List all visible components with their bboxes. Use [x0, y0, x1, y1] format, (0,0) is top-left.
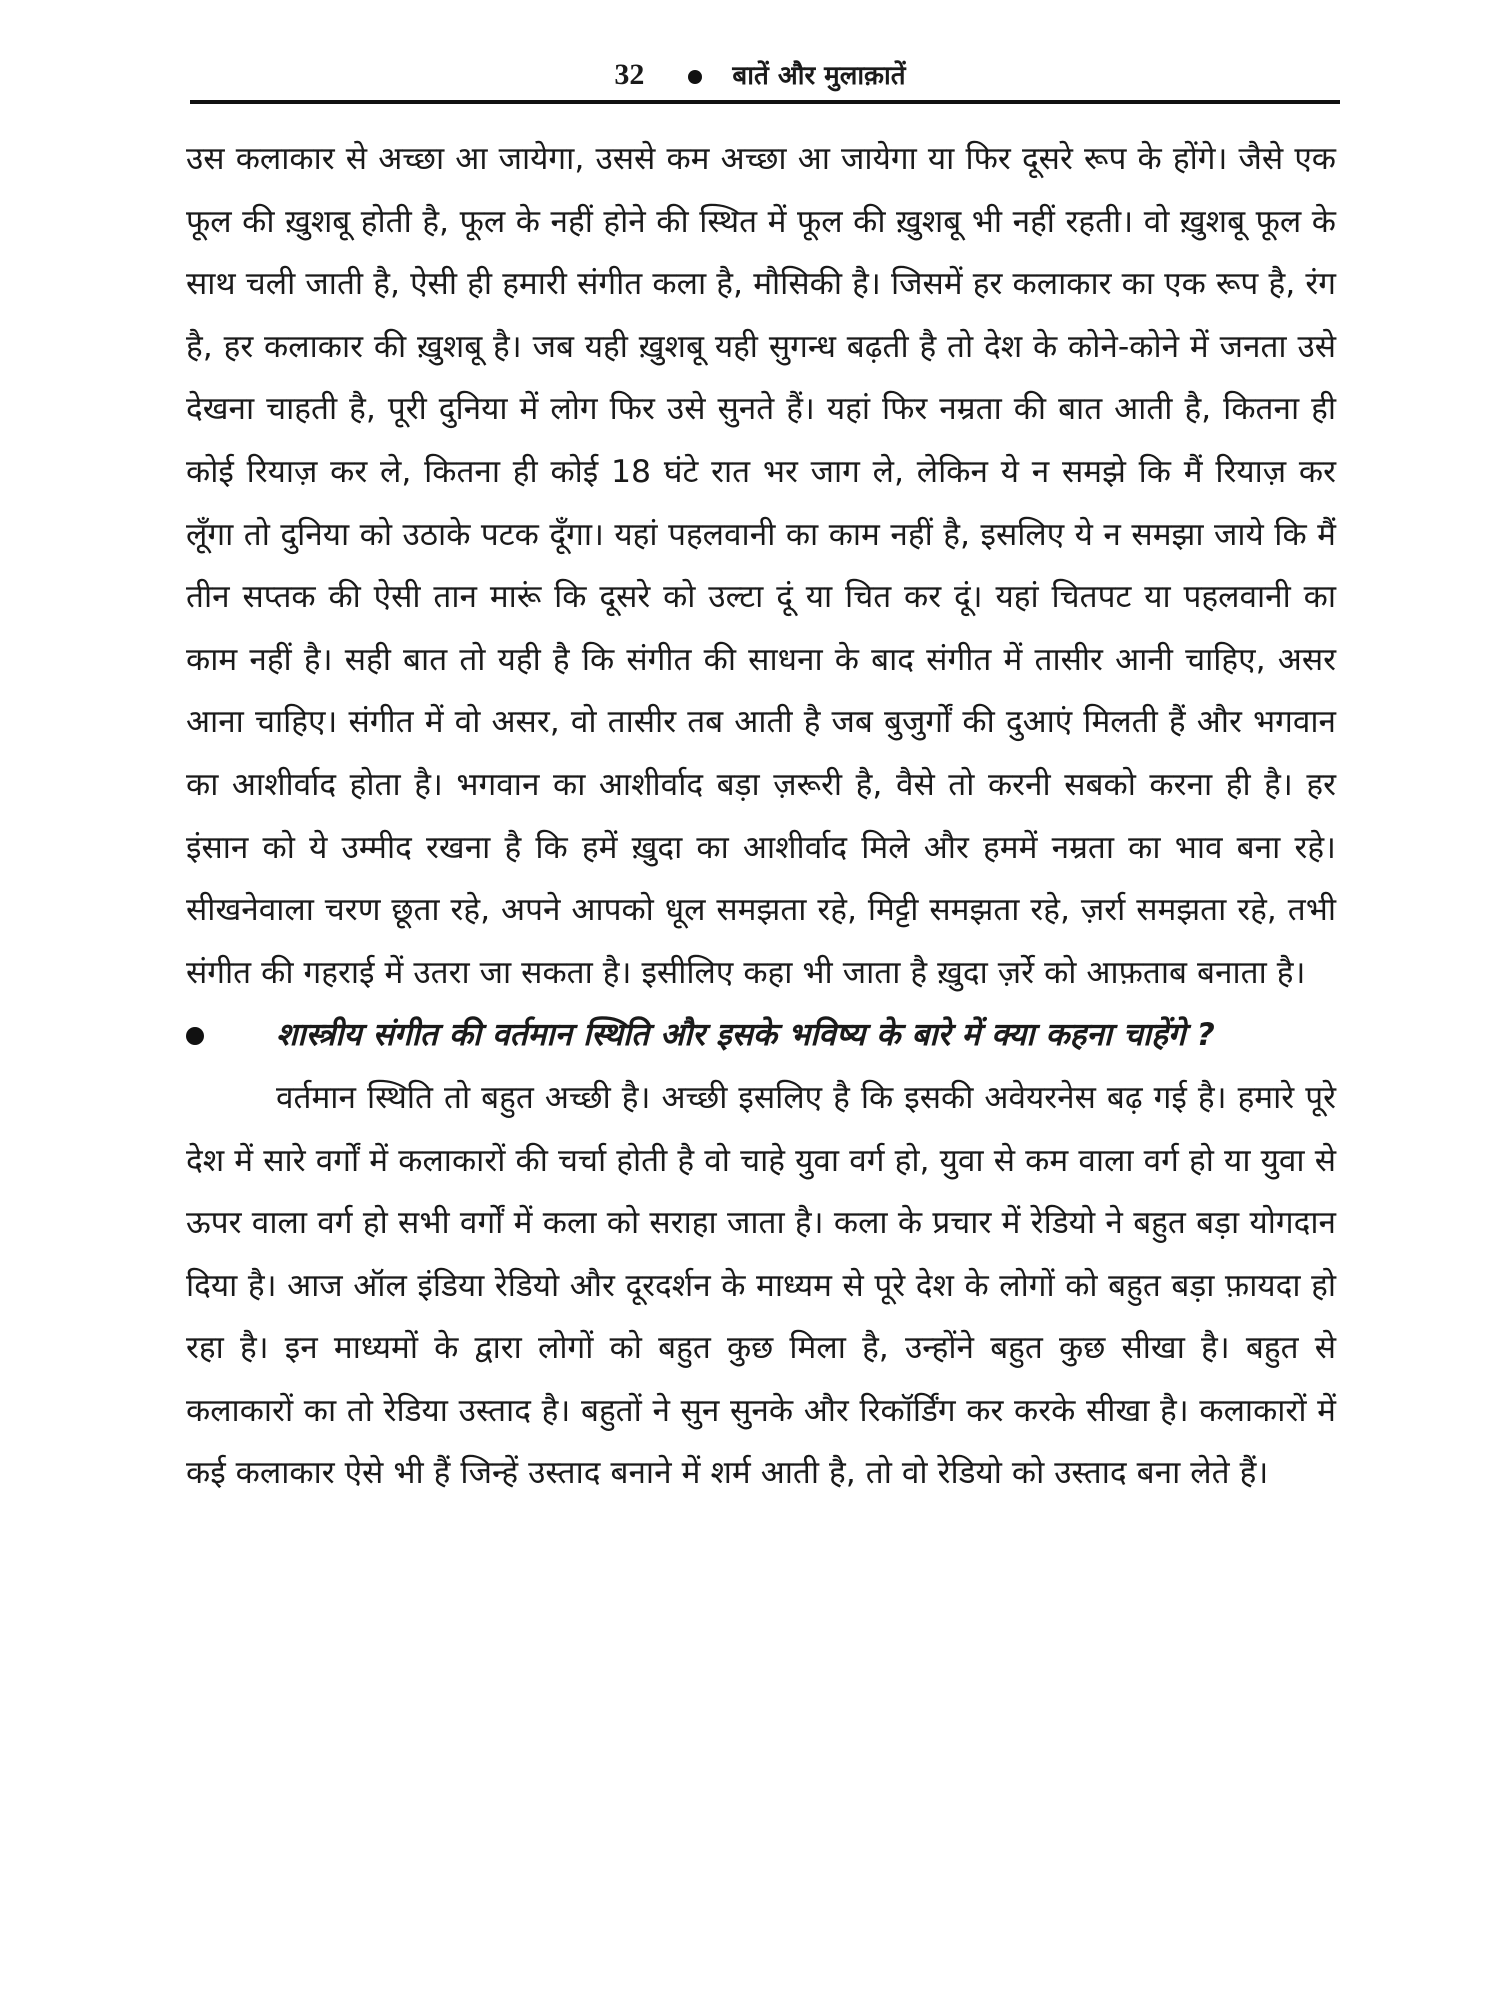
question [186, 1004, 1336, 1067]
question-bullet-icon [186, 1027, 204, 1045]
body-text [186, 128, 1336, 1505]
header-divider [190, 100, 1340, 104]
question-text: शास्त्रीय संगीत की वर्तमान स्थिति और इसके भविष्य के बारे में क्या कहना चाहेंगे ? [276, 1017, 1215, 1054]
book-title: बातें और मुलाक़ातें [732, 61, 906, 91]
page-number: 32 [614, 58, 645, 91]
paragraph-1: उस कलाकार से अच्छा आ जायेगा, उससे कम अच्छा आ जायेगा या फिर दूसरे रूप के होंगे। जैसे एक फूल की ख़ुशबू होती है, फूल के नहीं होने की स्थित में फूल की ख़ुशबू भी नहीं रहती। वो ख़ुशबू फूल के साथ चली जाती है, ऐसी ही हमारी संगीत कला है, मौसिकी है। जिसमें हर कलाकार का एक रूप है, रंग है, हर कलाकार की ख़ुशबू है। जब यही ख़ुशबू यही सुगन्ध बढ़ती है तो देश के कोने-कोने में जनता उसे देखना चाहती है, पूरी दुनिया में लोग फिर उसे सुनते हैं। यहां फिर नम्रता की बात आती है, कितना ही कोई रियाज़ कर ले, कितना ही कोई 18 घंटे रात भर जाग ले, लेकिन ये न समझे कि मैं रियाज़ कर लूँगा तो दुनिया को उठाके पटक दूँगा। यहां पहलवानी का काम नहीं है, इसलिए ये न समझा जाये कि मैं तीन सप्तक की ऐसी तान मारूं कि दूसरे को उल्टा दूं या चित कर दूं। यहां चितपट या पहलवानी का काम नहीं है। सही बात तो यही है कि संगीत की साधना के बाद संगीत में तासीर आनी चाहिए, असर आना चाहिए। संगीत में वो असर, वो तासीर तब आती है जब बुजुर्गों की दुआएं मिलती हैं और भगवान का आशीर्वाद होता है। भगवान का आशीर्वाद बड़ा ज़रूरी है, वैसे तो करनी सबको करना ही है। हर इंसान को ये उम्मीद रखना है कि हमें ख़ुदा का आशीर्वाद मिले और हममें नम्रता का भाव बना रहे। सीखनेवाला चरण छूता रहे, अपने आपको धूल समझता रहे, मिट्टी समझता रहे, ज़र्रा समझता रहे, तभी संगीत की गहराई में उतरा जा सकता है। इसीलिए कहा भी जाता है ख़ुदा ज़र्रे को आफ़ताब बनाता है। [186, 141, 1336, 991]
header-bullet-icon [688, 70, 702, 84]
running-header [190, 50, 1330, 100]
paragraph-2: वर्तमान स्थिति तो बहुत अच्छी है। अच्छी इसलिए है कि इसकी अवेयरनेस बढ़ गई है। हमारे पूरे देश में सारे वर्गों में कलाकारों की चर्चा होती है वो चाहे युवा वर्ग हो, युवा से कम वाला वर्ग हो या युवा से ऊपर वाला वर्ग हो सभी वर्गों में कला को सराहा जाता है। कला के प्रचार में रेडियो ने बहुत बड़ा योगदान दिया है। आज ऑल इंडिया रेडियो और दूरदर्शन के माध्यम से पूरे देश के लोगों को बहुत बड़ा फ़ायदा हो रहा है। इन माध्यमों के द्वारा लोगों को बहुत कुछ मिला है, उन्होंने बहुत कुछ सीखा है। बहुत से कलाकारों का तो रेडिया उस्ताद है। बहुतों ने सुन सुनके और रिकॉर्डिंग कर करके सीखा है। कलाकारों में कई कलाकार ऐसे भी हैं जिन्हें उस्ताद बनाने में शर्म आती है, तो वो रेडियो को उस्ताद बना लेते हैं। [186, 1079, 1336, 1492]
